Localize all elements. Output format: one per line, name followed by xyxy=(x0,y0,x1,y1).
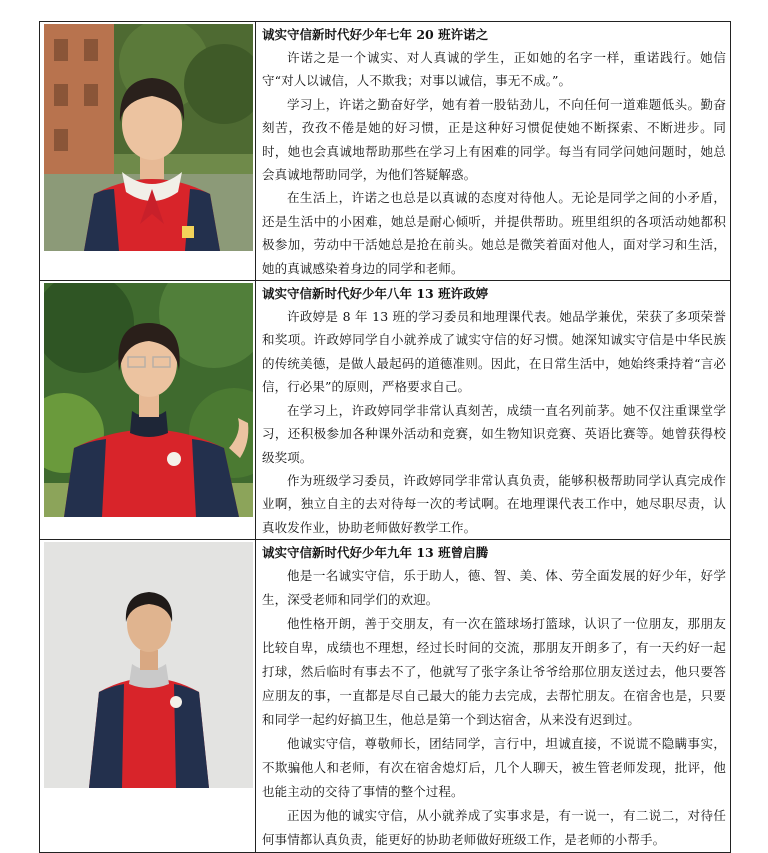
student-photo xyxy=(44,24,253,251)
entry-paragraph: 他是一名诚实守信，乐于助人，德、智、美、体、劳全面发展的好少年，好学生，深受老师和同学们的欢迎。 xyxy=(262,568,726,608)
entry-paragraph: 他诚实守信，尊敬师长，团结同学，言行中，坦诚直接，不说谎不隐瞒事实，不欺骗他人和老师，有次在宿舍熄灯后，几个人聊天，被生管老师发现，批评，他也能主动的交待了事情的整个过程。 xyxy=(262,736,726,800)
text-cell xyxy=(256,22,731,281)
table-row xyxy=(40,540,731,853)
table-row xyxy=(40,22,731,281)
entry-paragraph: 在学习上，许政婷同学非常认真刻苦，成绩一直名列前茅。她不仅注重课堂学习，还积极参加各种课外活动和竞赛，如生物知识竞赛、英语比赛等。她曾获得校级奖项。 xyxy=(262,402,726,465)
entry-title: 诚实守信新时代好少年九年 13 班曾启腾 xyxy=(262,545,489,561)
student-photo xyxy=(44,283,253,517)
photo-cell xyxy=(40,22,256,281)
student-photo-3 xyxy=(44,542,253,788)
entry-title: 诚实守信新时代好少年七年 20 班许诺之 xyxy=(262,27,489,42)
text-cell xyxy=(256,540,731,853)
entry-paragraph: 在生活上，许诺之也总是以真诚的态度对待他人。无论是同学之间的小矛盾，还是生活中的小困难，她总是耐心倾听，并提供帮助。班里组织的各项活动她都积极参加，劳动中干活她总是抢在前头。她总是微笑着面对他人，面对学习和生活，她的真诚感染着身边的同学和老师。 xyxy=(262,190,726,276)
text-cell xyxy=(256,281,731,540)
student-photo-2 xyxy=(44,283,253,517)
entry-paragraph: 许政婷是 8 年 13 班的学习委员和地理课代表。她品学兼优，荣获了多项荣誉和奖项。许政婷同学自小就养成了诚实守信的好习惯。她深知诚实守信是中华民族的传统美德，是做人最起码的道德准则。因此，在日常生活中，她始终秉持着“言必信，行必果”的原则，严格要求自己。 xyxy=(262,309,726,395)
student-photo xyxy=(44,542,253,788)
profiles-table xyxy=(39,21,731,853)
student-photo-1 xyxy=(44,24,253,251)
entry-paragraph: 他性格开朗，善于交朋友，有一次在篮球场打篮球，认识了一位朋友，那朋友比较自卑，成绩也不理想，经过长时间的交流，那朋友开朗多了，有一天约好一起打球，然后临时有事去不了，他就写了张字条让爷爷给那位朋友送过去，他只要答应朋友的事，一直都是尽自己最大的能力去完成，去帮忙朋友。在宿舍也是，只要和同学一起约好搞卫生，他总是第一个到达宿舍，从来没有迟到过。 xyxy=(262,616,726,728)
entry-title: 诚实守信新时代好少年八年 13 班许政婷 xyxy=(262,286,489,302)
photo-cell xyxy=(40,540,256,853)
entry-paragraph: 正因为他的诚实守信，从小就养成了实事求是，有一说一，有二说二，对待任何事情都认真负责，能更好的协助老师做好班级工作，是老师的小帮手。 xyxy=(262,808,726,848)
entry-paragraph: 学习上，许诺之勤奋好学，她有着一股钻劲儿，不向任何一道难题低头。勤奋刻苦，孜孜不倦是她的好习惯，正是这种好习惯促使她不断探索、不断进步。同时，她也会真诚地帮助那些在学习上有困难的同学。每当有同学问她问题时，她总会真诚地帮助同学，为他们答疑解惑。 xyxy=(262,96,726,183)
entry-paragraph: 许诺之是一个诚实、对人真诚的学生，正如她的名字一样，重诺践行。她信守“对人以诚信，人不欺我；对事以诚信，事无不成。”。 xyxy=(262,50,726,89)
table-row xyxy=(40,281,731,540)
photo-cell xyxy=(40,281,256,540)
entry-paragraph: 作为班级学习委员，许政婷同学非常认真负责，能够积极帮助同学认真完成作业啊，独立自主的去对待每一次的考试啊。在地理课代表工作中，她尽职尽责，认真收发作业，协助老师做好教学工作。 xyxy=(262,472,726,535)
